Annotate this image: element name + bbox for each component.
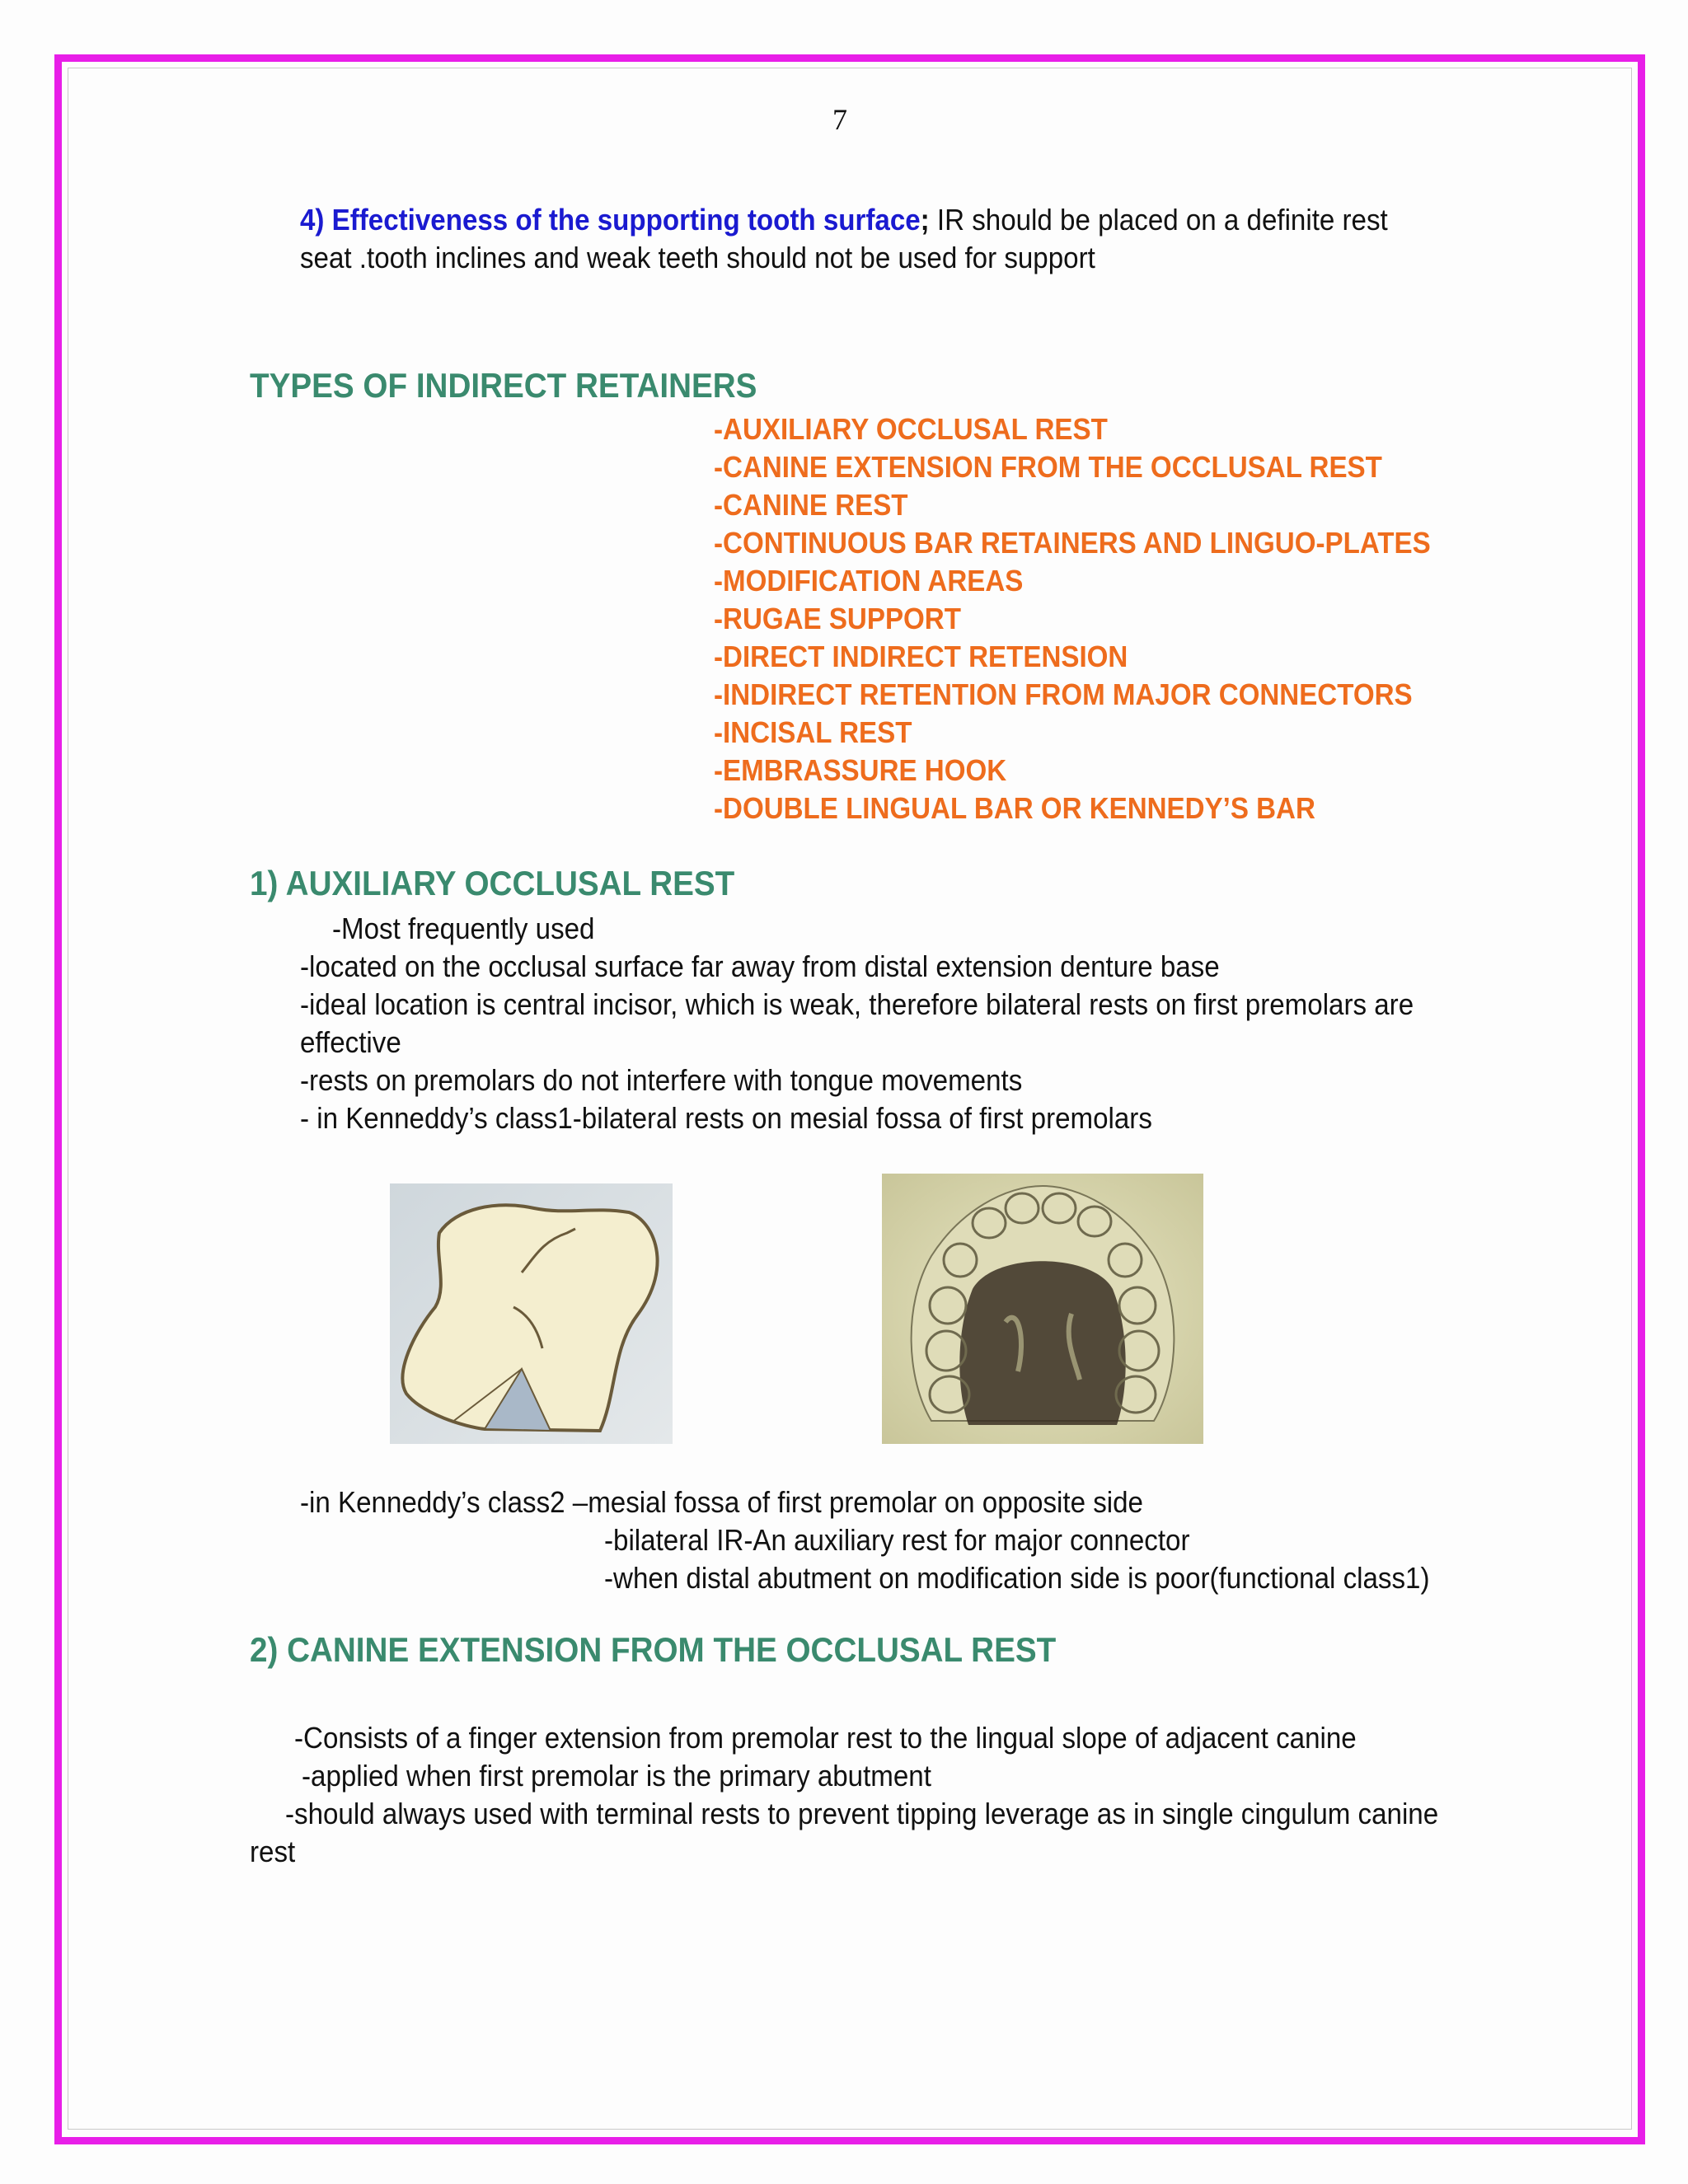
auxiliary-after-line: -bilateral IR-An auxiliary rest for major connector xyxy=(604,1523,1190,1557)
types-item: -DIRECT INDIRECT RETENSION xyxy=(714,640,1128,673)
types-item: -EMBRASSURE HOOK xyxy=(714,753,1007,787)
denture-photo xyxy=(882,1174,1203,1444)
section4-text: IR should be placed on a definite rest xyxy=(929,203,1388,237)
types-item: -INDIRECT RETENTION FROM MAJOR CONNECTORS xyxy=(714,677,1413,711)
types-item: -CONTINUOUS BAR RETAINERS AND LINGUO-PLATES xyxy=(714,526,1431,560)
canine-extension-line: -applied when first premolar is the primary abutment xyxy=(302,1759,931,1793)
auxiliary-after-line: -when distal abutment on modification side is poor(functional class1) xyxy=(604,1561,1430,1595)
auxiliary-heading: 1) AUXILIARY OCCLUSAL REST xyxy=(250,864,735,902)
canine-extension-heading: 2) CANINE EXTENSION FROM THE OCCLUSAL REST xyxy=(250,1630,1057,1669)
types-item: -AUXILIARY OCCLUSAL REST xyxy=(714,412,1108,446)
types-item: -CANINE REST xyxy=(714,488,908,522)
auxiliary-line: effective xyxy=(300,1025,401,1059)
auxiliary-line: -Most frequently used xyxy=(332,912,595,945)
section4-sep: ; xyxy=(920,203,930,237)
canine-extension-line: rest xyxy=(250,1835,296,1868)
page-number: 7 xyxy=(832,103,847,136)
section4-lead: 4) Effectiveness of the supporting tooth surface xyxy=(300,203,921,237)
types-list xyxy=(714,410,1493,827)
types-item: -RUGAE SUPPORT xyxy=(714,602,961,635)
canine-extension-line: -Consists of a finger extension from premolar rest to the lingual slope of adjacent canine xyxy=(294,1721,1357,1755)
types-item: -CANINE EXTENSION FROM THE OCCLUSAL REST xyxy=(714,450,1382,484)
canine-extension-line: -should always used with terminal rests to prevent tipping leverage as in single cingulum canine xyxy=(285,1797,1439,1830)
types-item: -DOUBLE LINGUAL BAR OR KENNEDY’S BAR xyxy=(714,791,1315,825)
auxiliary-line: -located on the occlusal surface far away from distal extension denture base xyxy=(300,949,1220,983)
types-item: -INCISAL REST xyxy=(714,715,912,749)
section4-line2: seat .tooth inclines and weak teeth should not be used for support xyxy=(300,241,1095,274)
auxiliary-line: -rests on premolars do not interfere with tongue movements xyxy=(300,1063,1023,1097)
auxiliary-after-line: -in Kenneddy’s class2 –mesial fossa of first premolar on opposite side xyxy=(300,1485,1143,1519)
auxiliary-line: - in Kenneddy’s class1-bilateral rests on mesial fossa of first premolars xyxy=(300,1101,1152,1135)
section4-line1 xyxy=(300,201,1388,239)
types-heading: TYPES OF INDIRECT RETAINERS xyxy=(250,366,757,405)
tooth-rest-diagram xyxy=(390,1183,673,1444)
types-item: -MODIFICATION AREAS xyxy=(714,564,1024,598)
auxiliary-line: -ideal location is central incisor, which is weak, therefore bilateral rests on first premolars are xyxy=(300,987,1414,1021)
